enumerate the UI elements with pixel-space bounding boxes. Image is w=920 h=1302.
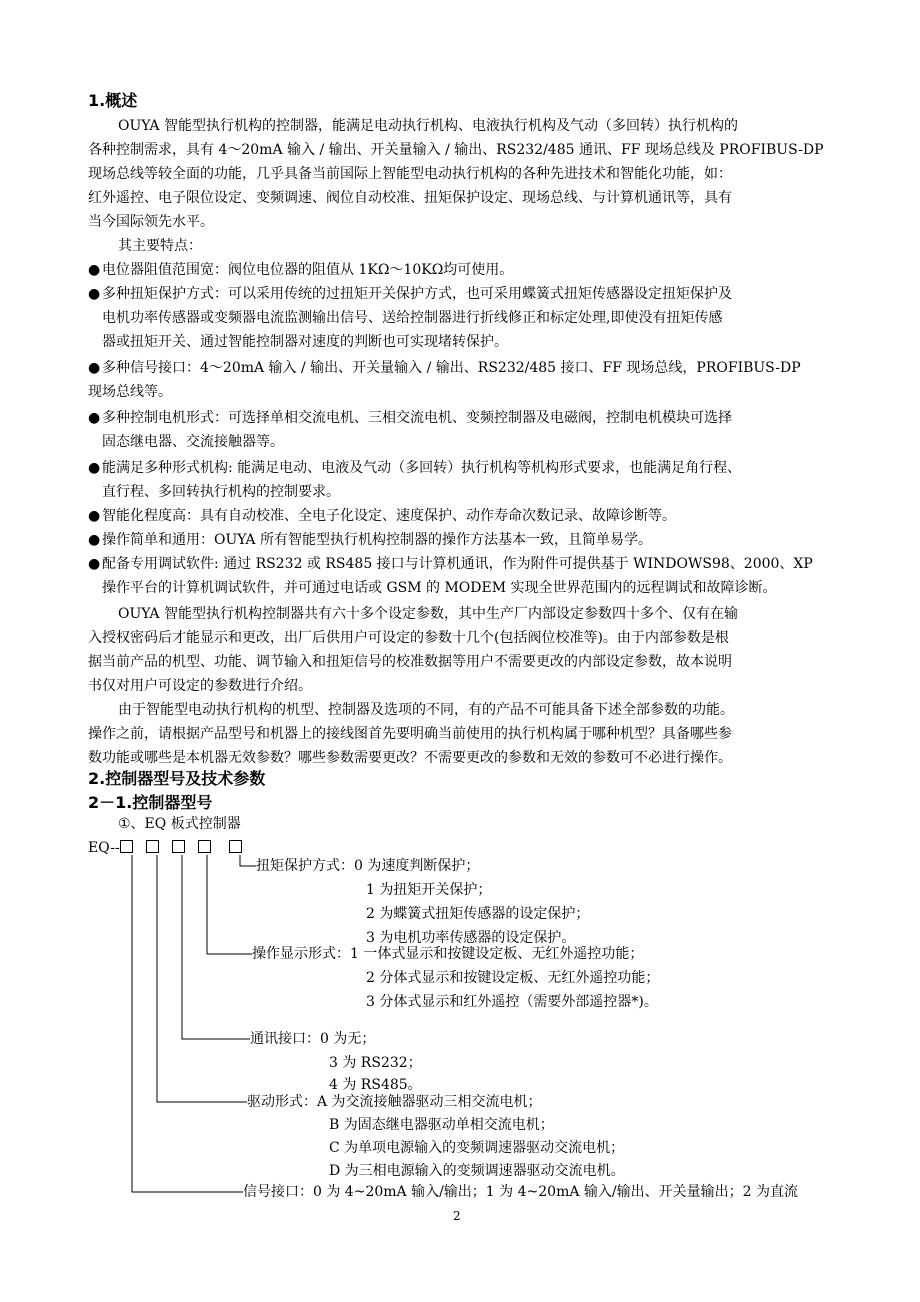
bullet-item: ● 操作简单和通用：OUYA 所有智能型执行机构控制器的操作方法基本一致，且简单易学。 bbox=[88, 532, 652, 548]
section-2-1-title: 2－1.控制器型号 bbox=[88, 793, 213, 812]
bullet-continuation: 器或扭矩开关、通过智能控制器对速度的判断也可实现堵转保护。 bbox=[102, 334, 508, 350]
comm-row bbox=[250, 1029, 375, 1049]
paragraph-line: 书仅对用户可设定的参数进行介绍。 bbox=[88, 678, 312, 694]
bullet-item: ● 多种控制电机形式：可选择单相交流电机、三相交流电机、变频控制器及电磁阀，控制电机模块可选择 bbox=[88, 410, 732, 426]
paragraph-line: 操作之前，请根据产品型号和机器上的接线图首先要明确当前使用的执行机构属于哪种机型？具备哪些参 bbox=[88, 726, 732, 742]
bullet-continuation: 固态继电器、交流接触器等。 bbox=[102, 434, 284, 450]
model-prefix: EQ-- bbox=[88, 840, 120, 856]
bullet-continuation: 现场总线等。 bbox=[88, 384, 172, 400]
bullet-icon: ● bbox=[88, 262, 101, 278]
torque-row bbox=[256, 856, 479, 876]
display-label: 操作显示形式： bbox=[252, 946, 350, 962]
torque-option: 1 为扭矩开关保护； bbox=[366, 882, 492, 898]
intro-line: 现场总线等较全面的功能，几乎具备当前国际上智能型电动执行机构的各种先进技术和智能化功能，如： bbox=[88, 166, 732, 182]
intro-line: 红外遥控、电子限位设定、变频调速、阀位自动校准、扭矩保护设定、现场总线、与计算机通讯等，具有 bbox=[88, 190, 732, 206]
bullet-item: ● 电位器阻值范围宽：阀位电位器的阻值从 1KΩ～10KΩ均可使用。 bbox=[88, 262, 514, 278]
paragraph-line: 由于智能型电动执行机构的机型、控制器及选项的不同，有的产品不可能具备下述全部参数的功能。 bbox=[118, 702, 734, 718]
display-option: 1 一体式显示和按键设定板、无红外遥控功能； bbox=[350, 946, 644, 962]
paragraph-line: 据当前产品的机型、功能、调节输入和扭矩信号的校准数据等用户不需要更改的内部设定参数，故本说明 bbox=[88, 654, 732, 670]
section-2-title: 2.控制器型号及技术参数 bbox=[88, 769, 266, 788]
torque-label: 扭矩保护方式： bbox=[256, 858, 354, 874]
signal-text: 0 为 4~20mA 输入/输出；1 为 4~20mA 输入/输出、开关量输出；2 为直流 bbox=[313, 1184, 798, 1200]
bullet-continuation: 直行程、多回转执行机构的控制要求。 bbox=[102, 484, 340, 500]
bullet-icon: ● bbox=[88, 410, 101, 426]
page-number: 2 bbox=[453, 1209, 461, 1223]
bullet-item: ● 多种扭矩保护方式：可以采用传统的过扭矩开关保护方式，也可采用蝶簧式扭矩传感器设定扭矩保护及 bbox=[88, 286, 732, 302]
bullet-icon: ● bbox=[88, 508, 101, 524]
section-1-title: 1.概述 bbox=[88, 91, 138, 110]
bullet-item: ● 智能化程度高：具有自动校准、全电子化设定、速度保护、动作寿命次数记录、故障诊断等。 bbox=[88, 508, 676, 524]
display-option: 3 分体式显示和红外遥控（需要外部遥控器*)。 bbox=[366, 994, 658, 1010]
display-row bbox=[252, 944, 643, 964]
item-title: ①、EQ 板式控制器 bbox=[118, 816, 241, 832]
bullet-continuation: 电机功率传感器或变频器电流监测输出信号、送给控制器进行折线修正和标定处理,即使没有扭矩传感 bbox=[102, 310, 723, 326]
comm-label: 通讯接口： bbox=[250, 1031, 320, 1047]
bullet-continuation: 操作平台的计算机调试软件，并可通过电话或 GSM 的 MODEM 实现全世界范围内的远程调试和故障诊断。 bbox=[102, 580, 777, 596]
comm-option: 3 为 RS232； bbox=[329, 1055, 422, 1071]
intro-line: OUYA 智能型执行机构的控制器，能满足电动执行机构、电液执行机构及气动（多回转）执行机构的 bbox=[118, 118, 738, 134]
bullet-icon: ● bbox=[88, 532, 101, 548]
drive-option: D 为三相电源输入的变频调速器驱动交流电机。 bbox=[329, 1163, 625, 1179]
drive-row bbox=[247, 1092, 542, 1112]
paragraph-line: 数功能或哪些是本机器无效参数？哪些参数需要更改？不需要更改的参数和无效的参数可不必进行操作。 bbox=[88, 750, 732, 766]
features-heading: 其主要特点： bbox=[118, 238, 202, 254]
drive-option: B 为固态继电器驱动单相交流电机； bbox=[329, 1117, 554, 1133]
paragraph-line: 入授权密码后才能显示和更改，出厂后供用户可设定的参数十几个(包括阀位校准等)。由于内部参数是根 bbox=[88, 630, 729, 646]
drive-option: C 为单项电源输入的变频调速器驱动交流电机； bbox=[329, 1140, 625, 1156]
comm-option: 4 为 RS485。 bbox=[329, 1077, 422, 1093]
paragraph-line: OUYA 智能型执行机构控制器共有六十多个设定参数，其中生产厂内部设定参数四十多个、仅有在输 bbox=[118, 606, 738, 622]
drive-option: A 为交流接触器驱动三相交流电机； bbox=[317, 1094, 542, 1110]
intro-line: 各种控制需求，具有 4～20mA 输入 / 输出、开关量输入 / 输出、RS232/485 通讯、FF 现场总线及 PROFIBUS-DP bbox=[88, 142, 824, 158]
bullet-item: ● 配备专用调试软件: 通过 RS232 或 RS485 接口与计算机通讯，作为附件可提供基于 WINDOWS98、2000、XP bbox=[88, 556, 813, 572]
bullet-item: ● 多种信号接口：4～20mA 输入 / 输出、开关量输入 / 输出、RS232/485 接口、FF 现场总线，PROFIBUS-DP bbox=[88, 360, 801, 376]
torque-option: 2 为蝶簧式扭矩传感器的设定保护； bbox=[366, 906, 590, 922]
bullet-icon: ● bbox=[88, 460, 101, 476]
drive-label: 驱动形式： bbox=[247, 1094, 317, 1110]
bullet-icon: ● bbox=[88, 360, 101, 376]
display-option: 2 分体式显示和按键设定板、无红外遥控功能； bbox=[366, 970, 660, 986]
comm-option: 0 为无； bbox=[320, 1031, 376, 1047]
signal-row bbox=[243, 1182, 798, 1202]
bullet-icon: ● bbox=[88, 556, 101, 572]
bullet-item: ● 能满足多种形式机构: 能满足电动、电液及气动（多回转）执行机构等机构形式要求，也能满足角行程、 bbox=[88, 460, 742, 476]
torque-option: 3 为电机功率传感器的设定保护。 bbox=[366, 930, 576, 946]
bullet-icon: ● bbox=[88, 286, 101, 302]
torque-option: 0 为速度判断保护； bbox=[354, 858, 480, 874]
intro-line: 当今国际领先水平。 bbox=[88, 214, 214, 230]
signal-label: 信号接口： bbox=[243, 1184, 313, 1200]
